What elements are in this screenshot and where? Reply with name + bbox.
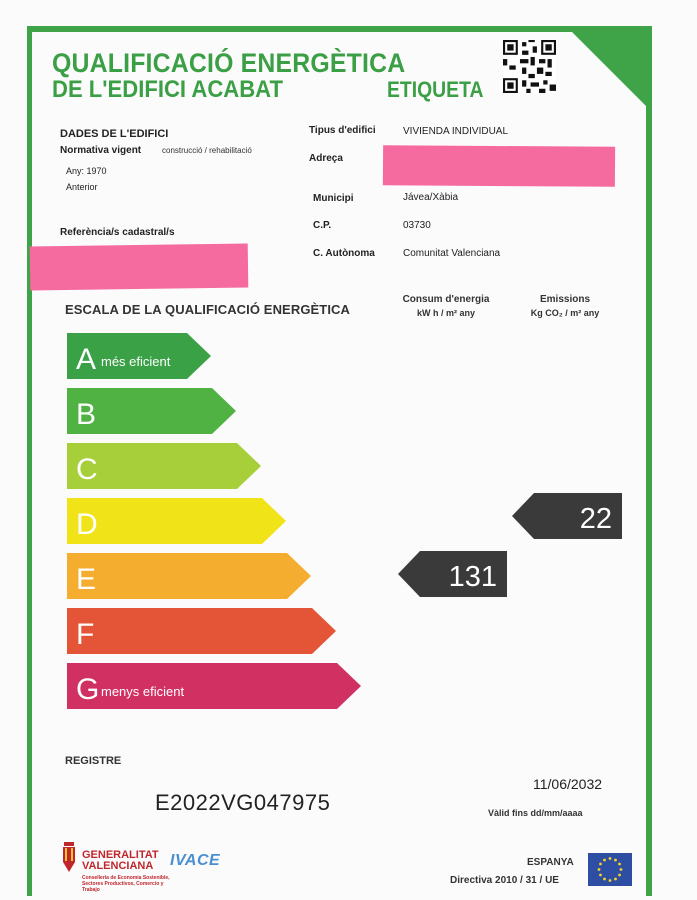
emissions-unit: Kg CO₂ / m² any <box>530 308 600 318</box>
register-number: E2022VG047975 <box>155 790 331 815</box>
rating-letter-f: F <box>76 618 95 651</box>
eu-star-icon <box>618 874 621 877</box>
generalitat-name: GENERALITAT VALENCIANA <box>82 849 159 872</box>
ivace-logo: IVACE <box>170 852 221 869</box>
directive-label: Directiva 2010 / 31 / UE <box>450 875 559 886</box>
rating-letter-e: E <box>76 563 97 596</box>
valid-until-date: 11/06/2032 <box>533 776 603 792</box>
rating-bar-f <box>67 608 336 654</box>
eu-star-icon <box>598 868 601 871</box>
autonomous-community-label: C. Autònoma <box>313 248 375 259</box>
municipality-value: Jávea/Xàbia <box>403 192 459 203</box>
emissions-column-heading: Emissions <box>539 294 591 305</box>
postal-code-label: C.P. <box>313 220 332 231</box>
year-value: Any: 1970 <box>66 166 107 176</box>
eu-star-icon <box>599 863 602 866</box>
address-label: Adreça <box>309 153 343 164</box>
rating-bar-d <box>67 498 286 544</box>
anterior-value: Anterior <box>66 182 98 192</box>
conselleria-name: Conselleria de Economia Sostenible, Sectores Productivos, Comercio y Trabajo <box>82 875 170 893</box>
consumption-value: 131 <box>448 561 497 593</box>
generalitat-crest-icon <box>62 842 76 872</box>
autonomous-community-value: Comunitat Valenciana <box>403 248 501 259</box>
document-title-line2: DE L'EDIFICI ACABAT <box>52 76 283 103</box>
municipality-label: Municipi <box>313 193 354 204</box>
emissions-value: 22 <box>579 503 612 535</box>
eu-star-icon <box>614 859 617 862</box>
eu-star-icon <box>603 859 606 862</box>
rating-caption-g: menys eficient <box>101 684 185 699</box>
building-data-heading: DADES DE L'EDIFICI <box>60 128 169 140</box>
normativa-value: construcció / rehabilitació <box>162 146 252 155</box>
rating-bar-e <box>67 553 311 599</box>
building-type-label: Tipus d'edifici <box>309 125 376 136</box>
rating-letter-g: G <box>76 673 100 706</box>
etiqueta-label: ETIQUETA <box>387 77 484 102</box>
document-title-line1: QUALIFICACIÓ ENERGÈTICA <box>52 48 406 78</box>
scale-title: ESCALA DE LA QUALIFICACIÓ ENERGÈTICA <box>65 302 351 317</box>
eu-star-icon <box>599 874 602 877</box>
postal-code-value: 03730 <box>403 220 431 231</box>
eu-star-icon <box>609 857 612 860</box>
rating-letter-c: C <box>76 453 98 486</box>
rating-letter-a: A <box>76 343 97 376</box>
eu-star-icon <box>620 868 623 871</box>
eu-flag-icon <box>588 853 632 886</box>
eu-star-icon <box>614 878 617 881</box>
valid-until-label: Vàlid fins dd/mm/aaaa <box>488 808 583 818</box>
eu-star-icon <box>618 863 621 866</box>
building-type-value: VIVIENDA INDIVIDUAL <box>403 126 509 137</box>
rating-letter-d: D <box>76 508 98 541</box>
eu-star-icon <box>603 878 606 881</box>
normativa-label: Normativa vigent <box>60 145 142 156</box>
rating-caption-a: més eficient <box>101 354 171 369</box>
register-label: REGISTRE <box>65 755 122 767</box>
rating-letter-b: B <box>76 398 97 431</box>
consumption-unit: kW h / m² any <box>416 308 475 318</box>
cadastral-reference-label: Referència/s cadastral/s <box>60 227 175 238</box>
consumption-column-heading: Consum d'energia <box>402 294 490 305</box>
country-label: ESPANYA <box>527 857 574 868</box>
eu-star-icon <box>609 879 612 882</box>
